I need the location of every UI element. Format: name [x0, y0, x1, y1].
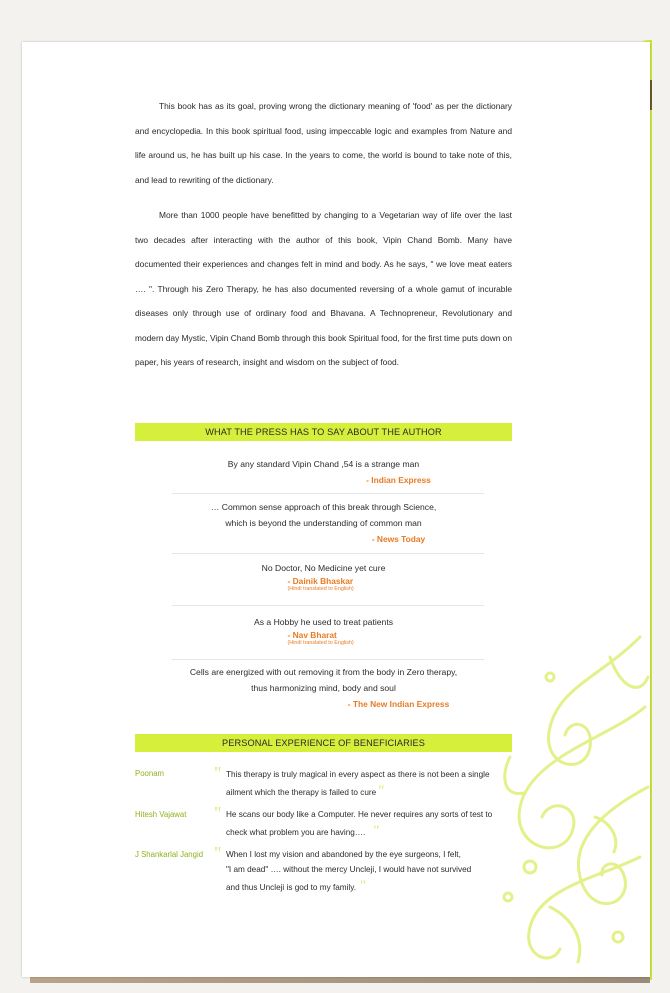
- press-section-heading: WHAT THE PRESS HAS TO SAY ABOUT THE AUTHOR: [135, 423, 512, 441]
- testimonial-line: This therapy is truly magical in every aspect as there is not been a single: [226, 770, 490, 779]
- quote-text: Cells are energized with out removing it from the body in Zero therapy,: [189, 667, 458, 677]
- divider: [172, 553, 484, 554]
- divider: [172, 605, 484, 606]
- press-quote: [135, 456, 512, 488]
- open-quote-icon: ": [214, 763, 222, 783]
- quote-source: - News Today: [371, 534, 426, 544]
- beneficiary-name: J Shankarlal Jangid: [135, 850, 204, 859]
- testimonial-line: and thus Uncleji is god to my family.: [226, 883, 356, 892]
- page-bottom-edge: [30, 977, 650, 983]
- quote-text: As a Hobby he used to treat patients: [253, 617, 394, 627]
- divider: [172, 659, 484, 660]
- quote-source: - Indian Express: [366, 475, 431, 485]
- quote-text: No Doctor, No Medicine yet cure: [261, 563, 386, 573]
- close-quote-icon: ": [373, 823, 380, 839]
- translation-note: (Hindi translated to English): [287, 586, 354, 592]
- press-quote: [135, 560, 512, 593]
- testimonial-line: check what problem you are having….: [226, 828, 366, 837]
- testimonial-line: When I lost my vision and abandoned by the eye surgeons, I felt,: [226, 850, 461, 859]
- translation-note: (Hindi translated to English): [287, 640, 354, 646]
- open-quote-icon: ": [214, 843, 222, 863]
- beneficiaries-section-heading: PERSONAL EXPERIENCE OF BENEFICIARIES: [135, 734, 512, 752]
- quote-text: which is beyond the understanding of common man: [225, 518, 422, 528]
- press-quote: [135, 664, 512, 712]
- testimonial-line: He scans our body like a Computer. He never requires any sorts of test to: [226, 810, 493, 819]
- intro-paragraph-2: More than 1000 people have benefitted by changing to a Vegetarian way of life over the last two decades after interacting with the author of this book, Vipin Chand Bomb. Many have documented their experiences and changes felt in mind and body. As he says, " we love meat eaters …. ". Through his Zero Therapy, he has also documented reversing of a whole gamut of incurable diseases only through use of ordinary food and Bhavana. A Technopreneur, Revolutionary and modern day Mystic, Vipin Chand Bomb through this book Spiritual food, for the first time puts down on paper, his years of research, insight and wisdom on the subject of food.: [135, 210, 512, 367]
- quote-source: - Nav Bharat: [287, 630, 337, 640]
- quote-text: … Common sense approach of this break through Science,: [210, 502, 437, 512]
- quote-source: - Dainik Bhaskar: [287, 576, 354, 586]
- press-quote: [135, 614, 512, 647]
- testimonial-line: ailment which the therapy is failed to cure: [226, 788, 377, 797]
- beneficiary-name: Poonam: [135, 769, 165, 778]
- back-cover-page: [22, 42, 650, 977]
- beneficiary-testimonial: [226, 807, 516, 840]
- beneficiary-testimonial: [226, 847, 516, 895]
- press-quote: [135, 499, 512, 547]
- beneficiary-name: Hitesh Vajawat: [135, 810, 187, 819]
- intro-paragraph-1: This book has as its goal, proving wrong the dictionary meaning of 'food' as per the dictionary and encyclopedia. In this book spiritual food, using impeccable logic and examples from Nature and life around us, he has built up his case. In the years to come, the world is bound to take note of this, and lead to rewriting of the dictionary.: [135, 101, 512, 185]
- divider: [172, 493, 484, 494]
- quote-source: - The New Indian Express: [347, 699, 450, 709]
- close-quote-icon: ": [378, 783, 385, 799]
- open-quote-icon: ": [214, 803, 222, 823]
- close-quote-icon: ": [360, 878, 367, 894]
- testimonial-line: "I am dead" …. without the mercy Uncleji, I would have not survived: [226, 865, 472, 874]
- quote-text: By any standard Vipin Chand ,54 is a strange man: [227, 459, 420, 469]
- quote-text: thus harmonizing mind, body and soul: [251, 683, 396, 693]
- beneficiary-testimonial: [226, 767, 516, 800]
